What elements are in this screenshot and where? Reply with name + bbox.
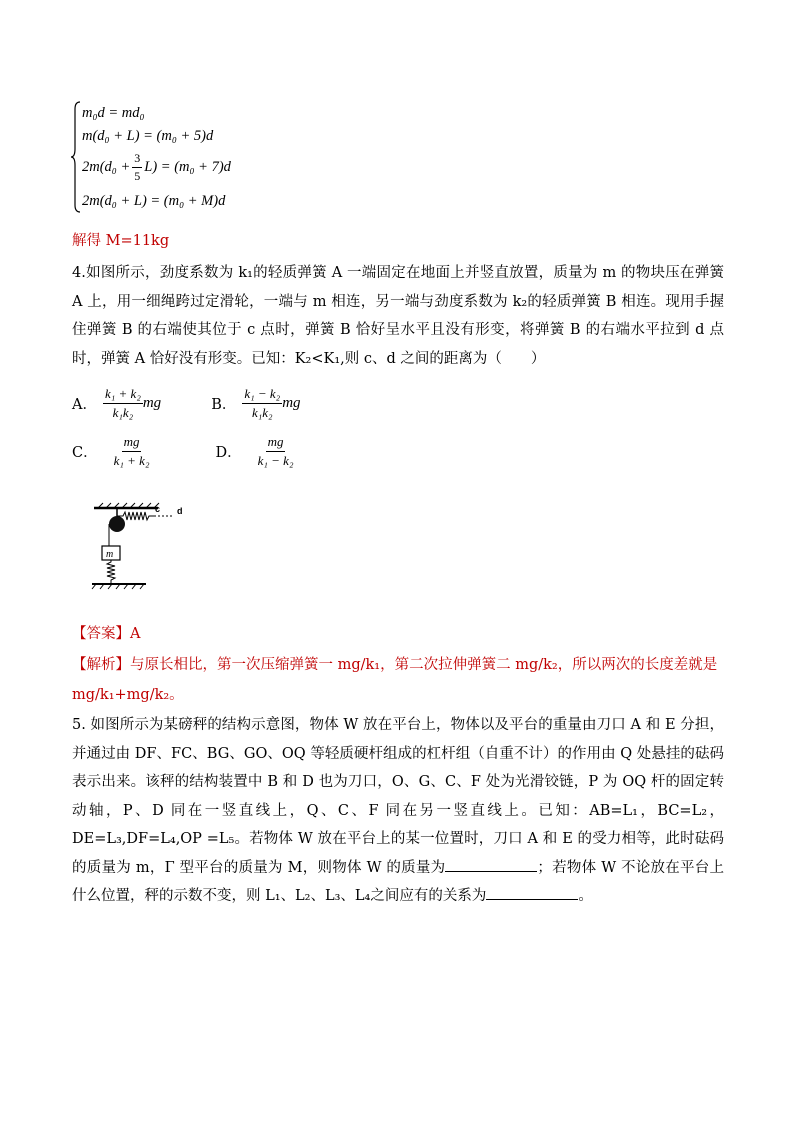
spring-a-icon xyxy=(107,560,115,583)
option-a-den: k₁k₂ xyxy=(112,405,134,420)
equation-3-right: L) = (m₀ + 7)d xyxy=(144,159,231,175)
label-c: c xyxy=(155,504,161,514)
equation-3-left: 2m(d₀ + xyxy=(82,159,131,175)
option-b-tail: mg xyxy=(282,395,301,411)
option-a-num: k₁ + k₂ xyxy=(103,386,143,404)
analysis-text-1: 与原长相比，第一次压缩弹簧一 mg/k₁，第二次拉伸弹簧二 mg/k₂，所以两次的长度差就是 xyxy=(130,657,718,673)
option-c-num: mg xyxy=(122,434,142,452)
option-d-den: k₁ − k₂ xyxy=(257,453,294,468)
q4-figure xyxy=(90,500,200,590)
option-c-den: k₁ + k₂ xyxy=(113,453,150,468)
equation-brace xyxy=(71,101,81,213)
q4-analysis-2: mg/k₁+mg/k₂。 xyxy=(72,687,184,703)
label-m: m xyxy=(106,549,114,560)
solution-line: 解得 M=11kg xyxy=(72,233,170,249)
equation-1: m₀d = md₀ xyxy=(82,105,145,121)
q5-blank-2[interactable] xyxy=(486,885,578,900)
equation-4: 2m(d₀ + L) = (m₀ + M)d xyxy=(82,193,226,209)
q4-answer xyxy=(72,622,140,643)
option-d-label: D． xyxy=(215,445,242,461)
option-a-tail: mg xyxy=(142,395,162,411)
q5-text-2: ；若物体 W 不论放在平台上什么位置，秤的示数不变，则 L₁、L₂、L₃、L₄之间应有的关系为 xyxy=(72,859,725,904)
q5-text xyxy=(72,711,724,911)
equation-3 xyxy=(82,151,231,184)
pulley-icon xyxy=(109,516,125,532)
q4-option-c xyxy=(72,434,295,469)
option-b-label: B． xyxy=(211,397,237,413)
option-b-num: k₁ − k₂ xyxy=(242,386,282,404)
option-a-label: A． xyxy=(72,397,97,413)
q4-option-a xyxy=(72,386,301,421)
q5-text-1: 5. 如图所示为某磅秤的结构示意图，物体 W 放在平台上，物体以及平台的重量由刀口 A 和 E 分担，并通过由 DF、FC、BG、GO、OQ 等轻质硬杆组成的杠杆组（自重不计）的作用由 Q 处悬挂的砝码表示出来。该秤的结构装置中 B 和 D 也为刀口，O、G、C、F 处为光滑铰链，P 为 OQ 杆的固定转动轴，P、D 同在一竖直线上，Q、C、F 同在另一竖直线上。已知：AB=L₁，BC=L₂，DE=L₃,DF=L₄,OP =L₅。若物体 W 放在平台上的某一位置时，刀口 A 和 E 的受力相等，此时砝码的质量为 m，Γ 型平台的质量为 M，则物体 W 的质量为 xyxy=(72,717,724,876)
option-b-den: k₁k₂ xyxy=(251,405,273,420)
equation-3-frac-den: 5 xyxy=(134,169,141,183)
equation-3-frac-num: 3 xyxy=(132,151,142,168)
q5-blank-1[interactable] xyxy=(445,857,537,872)
q5-text-end: 。 xyxy=(578,888,593,904)
label-d: d xyxy=(177,506,183,516)
equation-2: m(d₀ + L) = (m₀ + 5)d xyxy=(82,128,214,144)
q4-text: 4.如图所示，劲度系数为 k₁的轻质弹簧 A 一端固定在地面上并竖直放置，质量为 m 的物块压在弹簧 A 上，用一细绳跨过定滑轮，一端与 m 相连，另一端与劲度系数为 k₂的轻质弹簧 B 相连。现用手握住弹簧 B 的右端使其位于 c 点时，弹簧 B 恰好呈水平且没有形变，将弹簧 B 的右端水平拉到 d 点时，弹簧 A 恰好没有形变。已知：K₂<K₁,则 c、d 之间的距离为（ ） xyxy=(72,265,724,367)
option-d-num: mg xyxy=(266,434,286,452)
answer-value: A xyxy=(130,626,141,642)
analysis-tag: 【解析】 xyxy=(72,657,130,673)
answer-tag: 【答案】 xyxy=(72,626,130,642)
q4-analysis-1 xyxy=(72,653,717,674)
option-c-label: C． xyxy=(72,445,98,461)
